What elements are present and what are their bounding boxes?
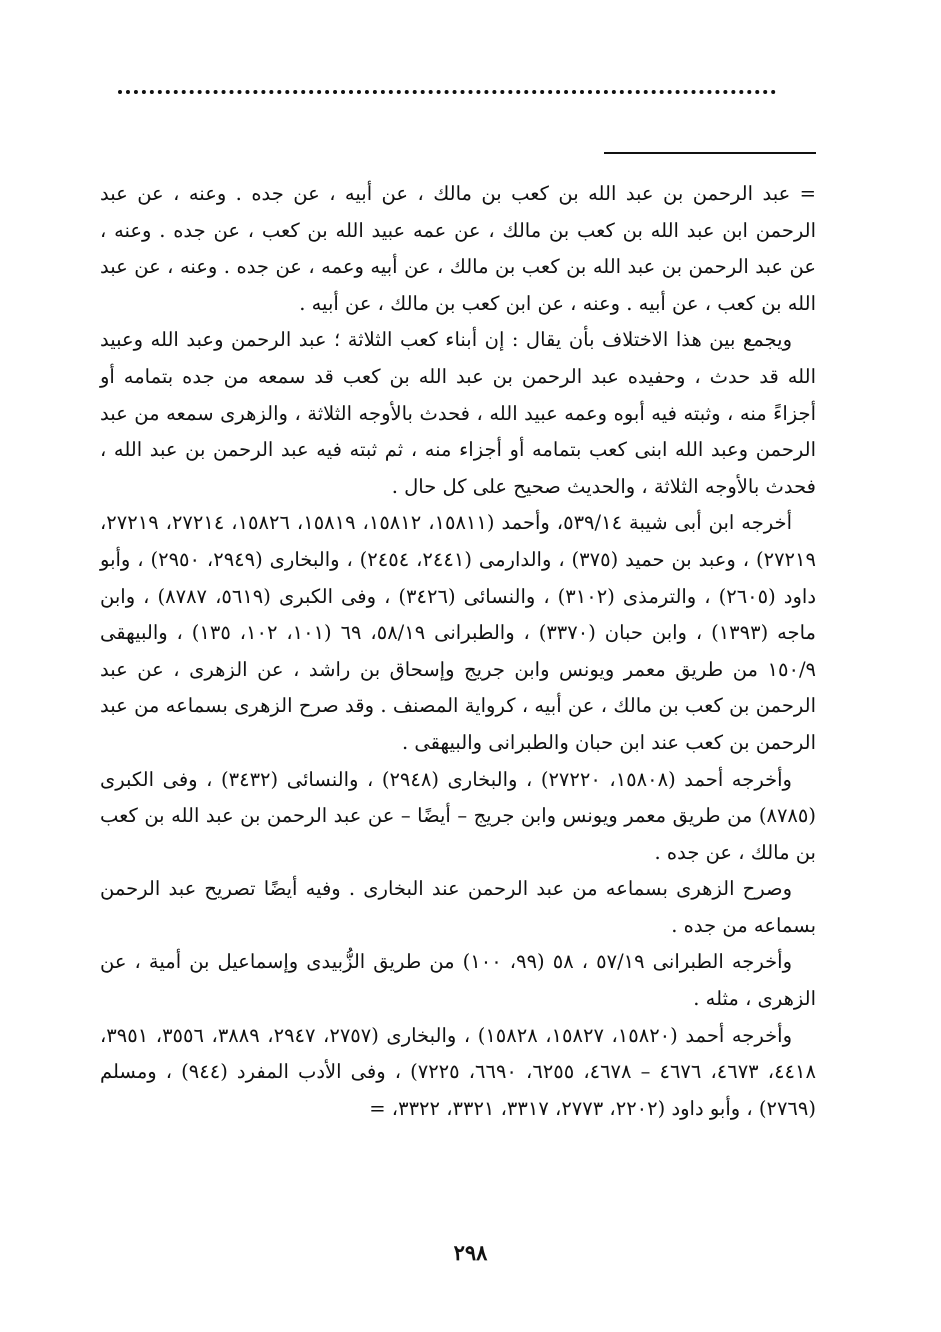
paragraph-7: وأخرجه أحمد (١٥٨٢٠، ١٥٨٢٧، ١٥٨٢٨) ، والبخارى (٢٧٥٧، ٢٩٤٧، ٣٨٨٩، ٣٥٥٦، ٣٩٥١، ٤٤١٨، ٤٦٧٣، ٤٦٧٦ – ٤٦٧٨، ٦٢٥٥، ٦٦٩٠، ٧٢٢٥) ، وفى الأدب المفرد (٩٤٤) ، ومسلم (٢٧٦٩) ، وأبو داود (٢٢٠٢، ٢٧٧٣، ٣٣١٧، ٣٣٢١، ٣٣٢٢، = [100, 1023, 816, 1120]
paragraph-2: ويجمع بين هذا الاختلاف بأن يقال : إن أبناء كعب الثلاثة ؛ عبد الرحمن وعبد الله وعبيد الله قد حدث ، وحفيده عبد الرحمن بن عبد الله بن كعب قد سمعه من جده بتمامه أو أجزاءً منه ، وثبته فيه أبوه وعمه عبيد الله ، فحدث بالأوجه الثلاثة ، والزهرى سمعه من عبد الرحمن وعبد الله ابنى كعب بتمامه أو أجزاء منه ، ثم ثبته فيه عبد الرحمن بن عبد الله ، فحدث بالأوجه الثلاثة ، والحديث صحيح على كل حال . [100, 328, 816, 498]
page-number: ٢٩٨ [453, 1240, 488, 1265]
paragraph-1: = عبد الرحمن بن عبد الله بن كعب بن مالك ، عن أبيه ، عن جده . وعنه ، عن عبد الرحمن ابن عبد الله بن كعب بن مالك ، عن عمه عبيد الله بن كعب ، عن جده . وعنه ، عن عبد الرحمن بن عبد الله بن كعب بن مالك ، عن أبيه وعمه ، عن جده . وعنه ، عن عبد الله بن كعب ، عن أبيه . وعنه ، عن ابن كعب بن مالك ، عن أبيه . [100, 182, 816, 315]
paragraph-5: وصرح الزهرى بسماعه من عبد الرحمن عند البخارى . وفيه أيضًا تصريح عبد الرحمن بسماعه من جده . [100, 877, 816, 937]
paragraph-6: وأخرجه الطبرانى ٥٧/١٩ ، ٥٨ (٩٩، ١٠٠) من طريق الزُّبيدى وإسماعيل بن أمية ، عن الزهرى ، مثله . [100, 950, 816, 1011]
paragraph-3: أخرجه ابن أبى شيبة ٥٣٩/١٤، وأحمد (١٥٨١١، ١٥٨١٢، ١٥٨١٩، ١٥٨٢٦، ٢٧٢١٤، ٢٧٢١٩، ٢٧٢١٩) ، وعبد بن حميد (٣٧٥) ، والدارمى (٢٤٤١، ٢٤٥٤) ، والبخارى (٢٩٤٩، ٢٩٥٠) ، وأبو داود (٢٦٠٥) ، والترمذى (٣١٠٢) ، والنسائى (٣٤٢٦) ، وفى الكبرى (٥٦١٩، ٨٧٨٧) ، وابن ماجه (١٣٩٣) ، وابن حبان (٣٣٧٠) ، والطبرانى ٥٨/١٩، ٦٩ (١٠١، ١٠٢، ١٣٥) ، والبيهقى ١٥٠/٩ من طريق معمر ويونس وابن جريج وإسحاق بن راشد ، عن الزهرى ، عن عبد الرحمن بن كعب بن مالك ، عن أبيه ، كرواية المصنف . وقد صرح الزهرى بسماعه من عبد الرحمن بن كعب عند ابن حبان والطبرانى والبيهقى . [100, 511, 817, 754]
header-dotted-rule [118, 90, 776, 94]
footnote-text-block [100, 176, 816, 1127]
paragraph-4: وأخرجه أحمد (١٥٨٠٨، ٢٧٢٢٠) ، والبخارى (٢٩٤٨) ، والنسائى (٣٤٣٢) ، وفى الكبرى (٨٧٨٥) من طريق معمر ويونس وابن جريج – أيضًا – عن عبد الرحمن بن عبد الله بن كعب بن مالك ، عن جده . [100, 767, 816, 864]
footnote-rule [604, 152, 816, 154]
